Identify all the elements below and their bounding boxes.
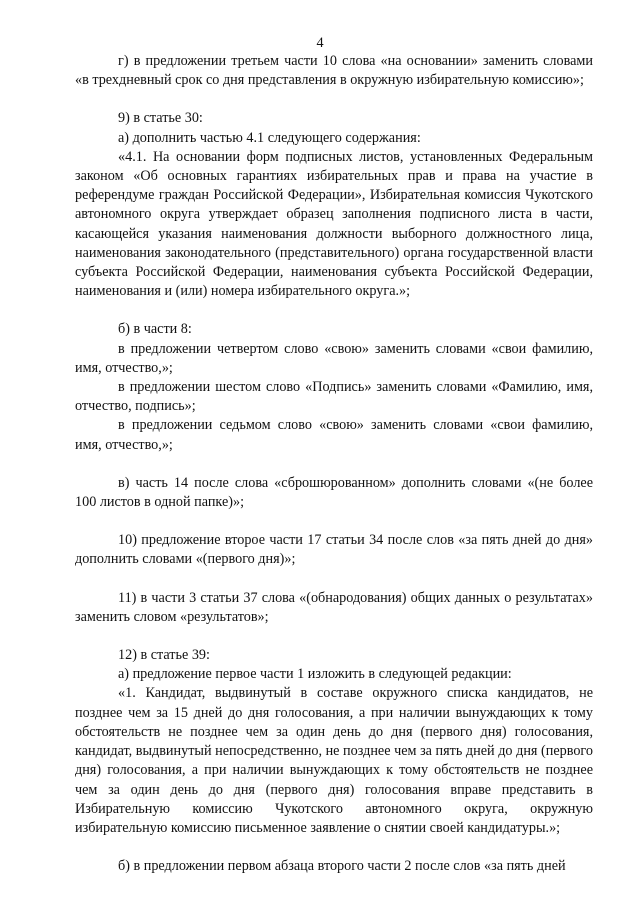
paragraph-9b-sentence-7: в предложении седьмом слово «свою» заменить словами «свои фамилию, имя, отчество,»;: [75, 417, 593, 453]
paragraph-12a: а) предложение первое части 1 изложить в следующей редакции:: [118, 666, 512, 683]
paragraph-9b-sentence-6: в предложении шестом слово «Подпись» заменить словами «Фамилию, имя, отчество, подпись»;: [75, 379, 593, 415]
paragraph-quote-1: «1. Кандидат, выдвинутый в составе окружного списка кандидатов, не позднее чем за 15 дней до дня голосования, а при наличии вынуждающих к тому обстоятельств не позднее чем за один день до дня (первого дня) голосования, кандидат, выдвинутый непосредственно, не позднее чем за пять дней до дня (первого дня) голосования, а при наличии вынуждающих к тому обстоятельств не позднее чем за один день до дня (первого дня) голосования вправе представить в Избирательную комиссию Чукотского автономного округа, окружную избирательную комиссию письменное заявление о снятии своей кандидатуры.»;: [75, 685, 593, 836]
paragraph-item-9: 9) в статье 30:: [118, 110, 203, 127]
paragraph-12b: б) в предложении первом абзаца второго части 2 после слов «за пять дней: [118, 858, 566, 875]
paragraph-9a: а) дополнить частью 4.1 следующего содержания:: [118, 129, 421, 146]
paragraph-9b: б) в части 8:: [118, 321, 192, 338]
paragraph-9b-sentence-4: в предложении четвертом слово «свою» заменить словами «свои фамилию, имя, отчество,»;: [75, 340, 593, 376]
paragraph-9v: в) часть 14 после слова «сброшюрованном» дополнить словами «(не более 100 листов в одной папке)»;: [75, 474, 593, 511]
paragraph-item-12: 12) в статье 39:: [118, 647, 210, 664]
paragraph-item-10: 10) предложение второе части 17 статьи 34 после слов «за пять дней до дня» дополнить словами «(первого дня)»;: [75, 532, 593, 568]
page-number: 4: [316, 35, 324, 51]
paragraph-item-11: 11) в части 3 статьи 37 слова «(обнародования) общих данных о результатах» заменить словом «результатов»;: [75, 589, 593, 625]
document-body: [75, 52, 593, 876]
paragraph-quote-4-1: «4.1. На основании форм подписных листов, установленных Федеральным законом «Об основных гарантиях избирательных прав и права на участие в референдуме граждан Российской Федерации», Избирательная комиссия Чукотского автономного округа утверждает образец заполнения подписного листа в части, касающейся указания наименования должности выборного должностного лица, наименования законодательного (представительного) органа государственной власти субъекта Российской Федерации, наименования субъекта Российской Федерации, наименования и (или) номера избирательного округа.»;: [75, 148, 593, 300]
paragraph-g-item: г) в предложении третьем части 10 слова «на основании» заменить словами «в трехдневный срок со дня представления в окружную избирательную комиссию»;: [75, 53, 593, 89]
